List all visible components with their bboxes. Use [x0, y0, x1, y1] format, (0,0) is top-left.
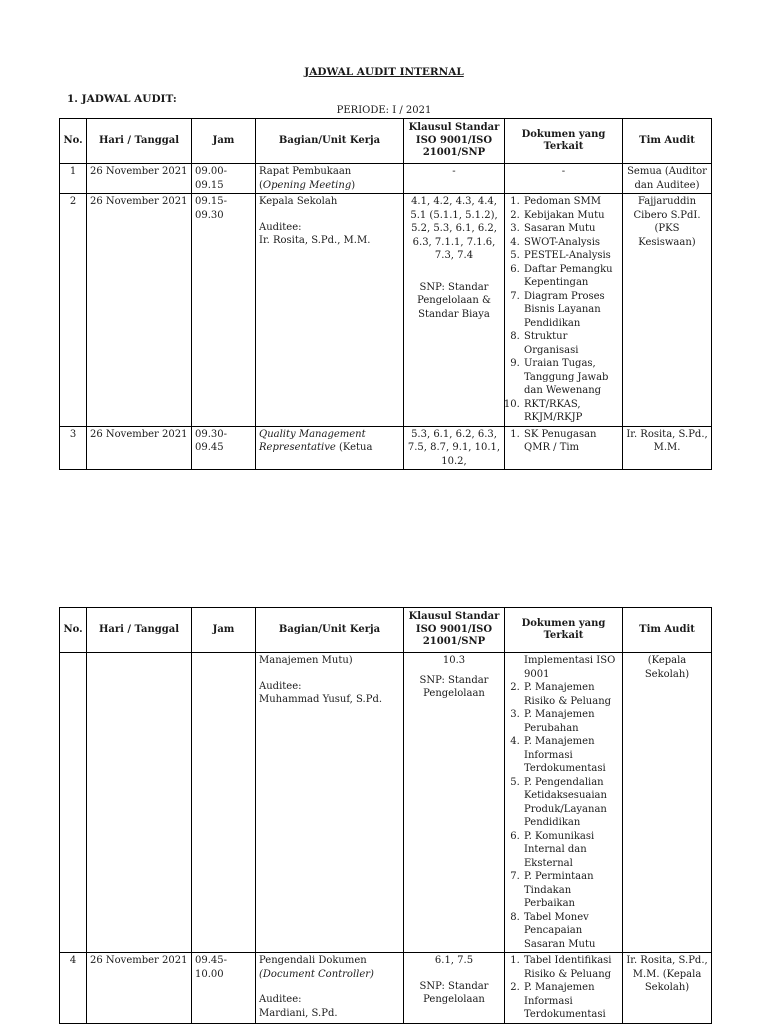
cell-no	[60, 653, 87, 953]
list-item: 1. Tabel Identifikasi Risiko & Peluang	[523, 954, 619, 981]
header-team: Tim Audit	[623, 608, 712, 653]
cell-date: 26 November 2021	[87, 953, 192, 1024]
header-team: Tim Audit	[623, 119, 712, 164]
docs-list-continued	[508, 654, 619, 681]
header-clause	[404, 608, 505, 653]
list-item: 2. Kebijakan Mutu	[523, 209, 619, 223]
cell-no: 3	[60, 426, 87, 470]
clause-text: 6.1, 7.5	[434, 955, 474, 966]
cell-clause	[404, 194, 505, 427]
cell-no: 4	[60, 953, 87, 1024]
cell-clause	[404, 653, 505, 953]
cell-team: Ir. Rosita, S.Pd., M.M. (Kepala Sekolah)	[623, 953, 712, 1024]
snp-text: SNP: Standar Pengelolaan	[419, 980, 489, 1005]
list-item: 6. P. Komunikasi Internal dan Eksternal	[523, 830, 619, 871]
cell-time	[192, 653, 256, 953]
header-clause-line2: ISO 9001/ISO 21001/SNP	[415, 134, 493, 159]
docs-list	[508, 681, 619, 951]
cell-unit	[256, 953, 404, 1024]
cell-docs	[505, 653, 623, 953]
audit-schedule-table-page2	[59, 607, 712, 1024]
unit-close: )	[351, 179, 356, 191]
list-item: 6. Daftar Pemangku Kepentingan	[523, 263, 619, 290]
header-no: No.	[60, 608, 87, 653]
table-row	[60, 653, 712, 953]
cell-time: 09.45-10.00	[192, 953, 256, 1024]
cell-time: 09.30-09.45	[192, 426, 256, 470]
document-title: JADWAL AUDIT INTERNAL	[304, 66, 464, 78]
cell-date	[87, 653, 192, 953]
cell-docs	[505, 953, 623, 1024]
auditee-name: Mardiani, S.Pd.	[259, 1007, 338, 1019]
list-item: 8. Tabel Monev Pencapaian Sasaran Mutu	[523, 911, 619, 952]
audit-schedule-table-page1	[59, 118, 712, 470]
unit-text: Kepala Sekolah	[259, 196, 338, 207]
cell-team: Ir. Rosita, S.Pd., M.M.	[623, 426, 712, 470]
unit-italic-text: Opening Meeting	[262, 179, 352, 191]
header-no: No.	[60, 119, 87, 164]
cell-clause: -	[404, 164, 505, 194]
header-clause-line1: Klausul Standar	[408, 122, 500, 134]
snp-text: SNP: Standar Pengelolaan	[419, 674, 489, 699]
cell-time: 09.15-09.30	[192, 194, 256, 427]
cell-team: Fajjaruddin Cibero S.PdI. (PKS Kesiswaan)	[623, 194, 712, 427]
list-item: 7. P. Permintaan Tindakan Perbaikan	[523, 870, 619, 911]
list-item: 9. Uraian Tugas, Tanggung Jawab dan Wewenang	[523, 357, 619, 398]
cell-unit	[256, 164, 404, 194]
list-item: 2. P. Manajemen Informasi Terdokumentasi	[523, 981, 619, 1022]
periode-label: PERIODE: I / 2021	[336, 105, 432, 116]
cell-no: 2	[60, 194, 87, 427]
table-row	[60, 194, 712, 427]
cell-unit	[256, 194, 404, 427]
list-item: 7. Diagram Proses Bisnis Layanan Pendidikan	[523, 290, 619, 331]
unit-italic-text: (Document Controller)	[259, 968, 374, 980]
auditee-label: Auditee:	[259, 994, 302, 1005]
cell-team: (Kepala Sekolah)	[623, 653, 712, 953]
clause-text: 10.3	[442, 655, 466, 666]
list-item: 5. P. Pengendalian Ketidaksesuaian Produk/Layanan Pendidikan	[523, 776, 619, 830]
list-item: 1. SK Penugasan QMR / Tim	[523, 428, 619, 455]
auditee-label: Auditee:	[259, 680, 302, 692]
header-clause-line2: ISO 9001/ISO 21001/SNP	[415, 623, 493, 648]
auditee-label: Auditee:	[259, 221, 302, 233]
cell-unit	[256, 653, 404, 953]
docs-list	[508, 954, 619, 1022]
header-time: Jam	[192, 119, 256, 164]
cell-docs	[505, 426, 623, 470]
cell-clause	[404, 953, 505, 1024]
header-clause	[404, 119, 505, 164]
header-date: Hari / Tanggal	[87, 608, 192, 653]
table-row	[60, 164, 712, 194]
auditee-name: Ir. Rosita, S.Pd., M.M.	[259, 235, 371, 246]
unit-text: Pengendali Dokumen	[259, 955, 367, 966]
unit-italic-text: Quality Management Representative	[259, 428, 366, 453]
table-row	[60, 953, 712, 1024]
list-item: 3. P. Manajemen Perubahan	[523, 708, 619, 735]
cell-team: Semua (Auditor dan Auditee)	[623, 164, 712, 194]
table-header-row	[60, 119, 712, 164]
cell-docs: -	[505, 164, 623, 194]
list-item: 10. RKT/RKAS, RKJM/RKJP	[523, 398, 619, 425]
cell-no: 1	[60, 164, 87, 194]
list-item: 3. Sasaran Mutu	[523, 222, 619, 236]
snp-text: SNP: Standar Pengelolaan & Standar Biaya	[417, 281, 491, 320]
auditee-name: Muhammad Yusuf, S.Pd.	[259, 694, 383, 705]
table-row	[60, 426, 712, 470]
cell-docs	[505, 194, 623, 427]
cell-date: 26 November 2021	[87, 164, 192, 194]
header-unit: Bagian/Unit Kerja	[256, 608, 404, 653]
list-item: 4. SWOT-Analysis	[523, 236, 619, 250]
header-docs: Dokumen yang Terkait	[505, 608, 623, 653]
header-date: Hari / Tanggal	[87, 119, 192, 164]
list-item: 8. Struktur Organisasi	[523, 330, 619, 357]
header-time: Jam	[192, 608, 256, 653]
header-docs: Dokumen yang Terkait	[505, 119, 623, 164]
docs-list	[508, 428, 619, 455]
cell-time: 09.00-09.15	[192, 164, 256, 194]
unit-text: (Ketua	[335, 442, 373, 453]
table-header-row	[60, 608, 712, 653]
unit-text: Manajemen Mutu)	[259, 655, 353, 666]
cell-clause: 5.3, 6.1, 6.2, 6.3, 7.5, 8.7, 9.1, 10.1, 10.2,	[404, 426, 505, 470]
list-item: 1. Pedoman SMM	[523, 195, 619, 209]
unit-text: Rapat Pembukaan (	[259, 166, 352, 191]
list-item: 2. P. Manajemen Risiko & Peluang	[523, 681, 619, 708]
docs-list	[508, 195, 619, 425]
list-item: Implementasi ISO 9001	[524, 655, 616, 680]
cell-date: 26 November 2021	[87, 426, 192, 470]
clause-text: 4.1, 4.2, 4.3, 4.4, 5.1 (5.1.1, 5.1.2), 5.2, 5.3, 6.1, 6.2, 6.3, 7.1.1, 7.1.6, 7.3, 7.4	[410, 196, 498, 261]
cell-date: 26 November 2021	[87, 194, 192, 427]
list-item: 4. P. Manajemen Informasi Terdokumentasi	[523, 735, 619, 776]
list-item: 5. PESTEL-Analysis	[523, 249, 619, 263]
header-unit: Bagian/Unit Kerja	[256, 119, 404, 164]
section-title: 1. JADWAL AUDIT:	[67, 93, 177, 105]
cell-unit	[256, 426, 404, 470]
header-clause-line1: Klausul Standar	[408, 611, 500, 623]
